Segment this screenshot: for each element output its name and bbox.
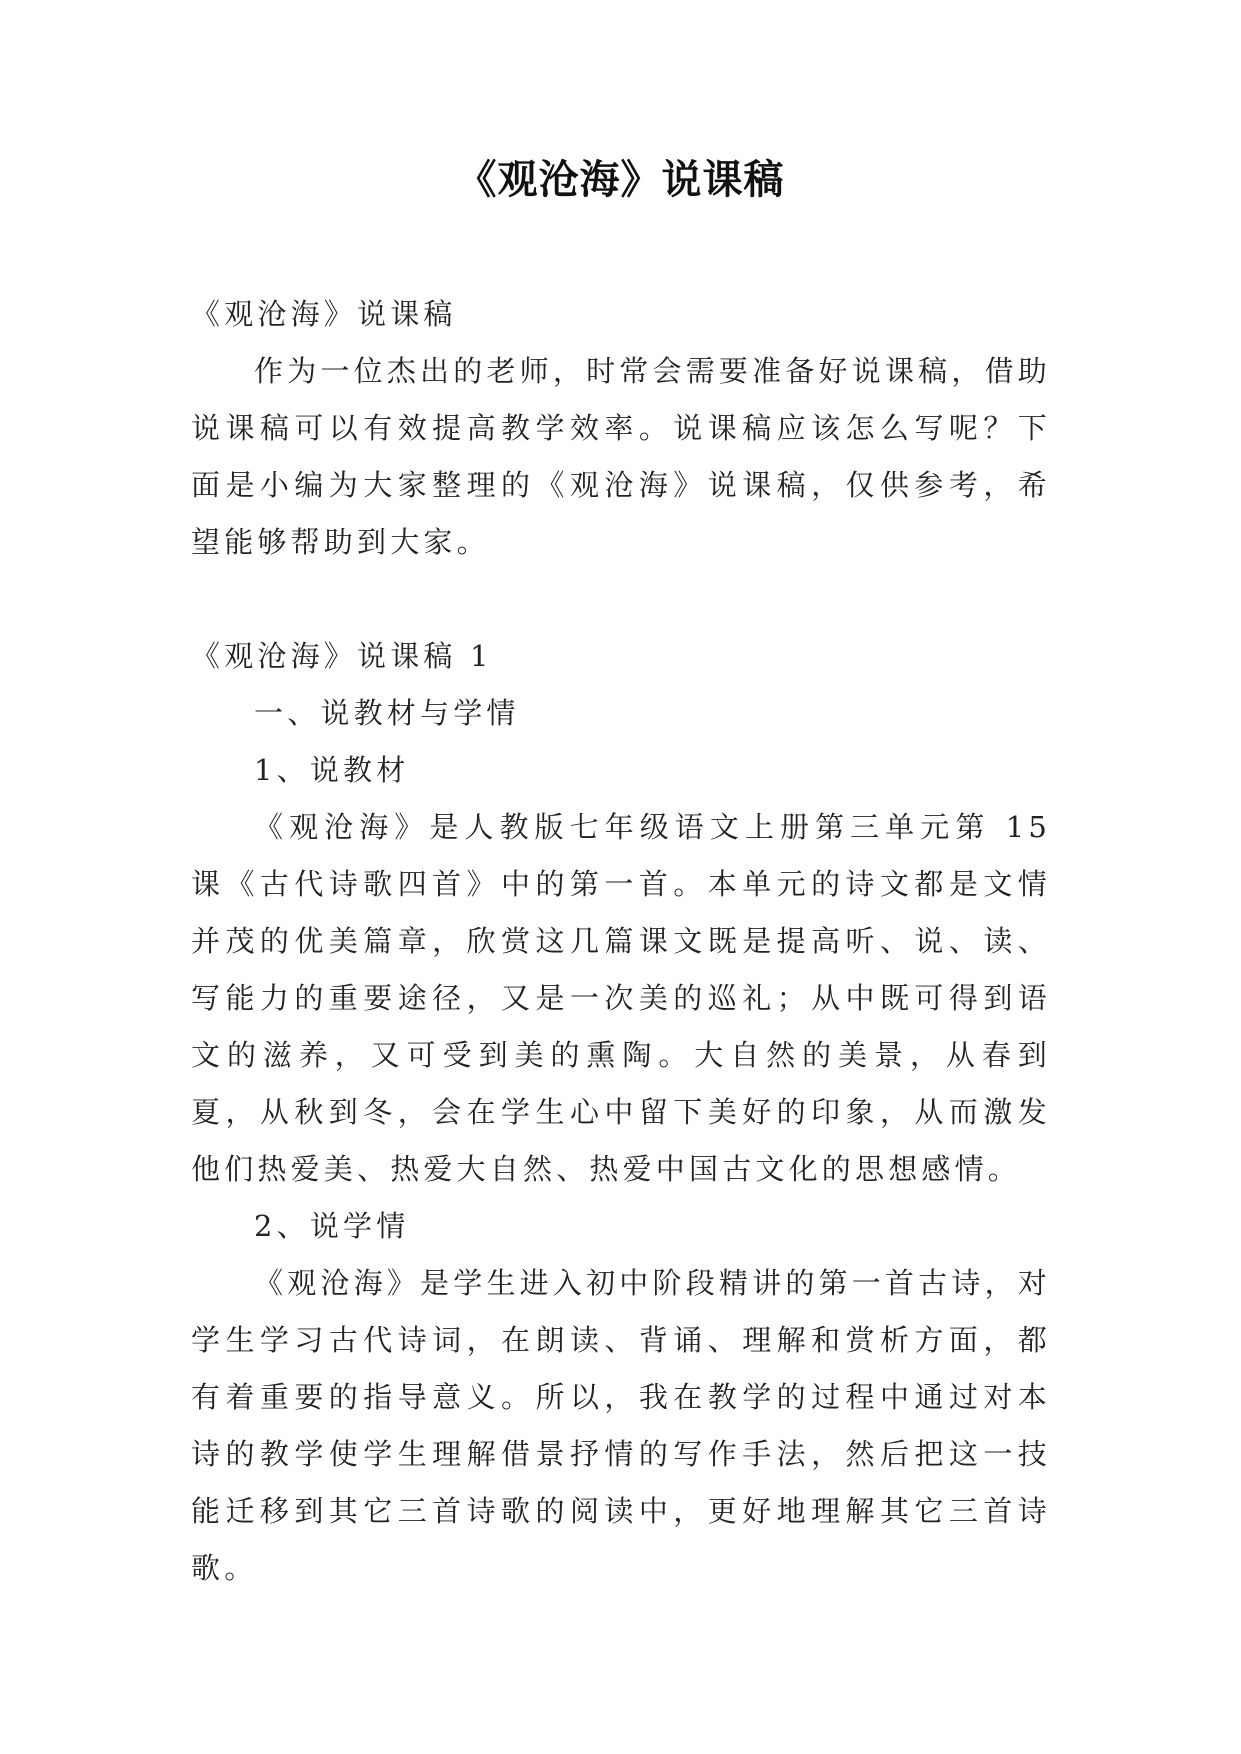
intro-paragraph: 作为一位杰出的老师，时常会需要准备好说课稿，借助说课稿可以有效提高教学效率。说课稿应该怎么写呢？下面是小编为大家整理的《观沧海》说课稿，仅供参考，希望能够帮助到大家。 (191, 354, 1051, 559)
subtitle-paragraph: 《观沧海》说课稿 (191, 297, 457, 331)
document-title: 《观沧海》说课稿 (456, 156, 785, 203)
document-body (191, 286, 1051, 1597)
part-heading: 一、说教材与学情 (254, 696, 520, 730)
subsection-heading-textbook: 1、说教材 (254, 753, 410, 787)
section-heading: 《观沧海》说课稿 1 (191, 639, 493, 673)
subsection-heading-students: 2、说学情 (254, 1209, 410, 1243)
section-spacer (191, 571, 1051, 628)
students-paragraph: 《观沧海》是学生进入初中阶段精讲的第一首古诗，对学生学习古代诗词，在朗读、背诵、理解和赏析方面，都有着重要的指导意义。所以，我在教学的过程中通过对本诗的教学使学生理解借景抒情的写作手法，然后把这一技能迁移到其它三首诗歌的阅读中，更好地理解其它三首诗歌。 (191, 1266, 1051, 1585)
textbook-paragraph: 《观沧海》是人教版七年级语文上册第三单元第 15 课《古代诗歌四首》中的第一首。本单元的诗文都是文情并茂的优美篇章，欣赏这几篇课文既是提高听、说、读、写能力的重要途径，又是一次美的巡礼；从中既可得到语文的滋养，又可受到美的熏陶。大自然的美景，从春到夏，从秋到冬，会在学生心中留下美好的印象，从而激发他们热爱美、热爱大自然、热爱中国古文化的思想感情。 (191, 810, 1051, 1186)
